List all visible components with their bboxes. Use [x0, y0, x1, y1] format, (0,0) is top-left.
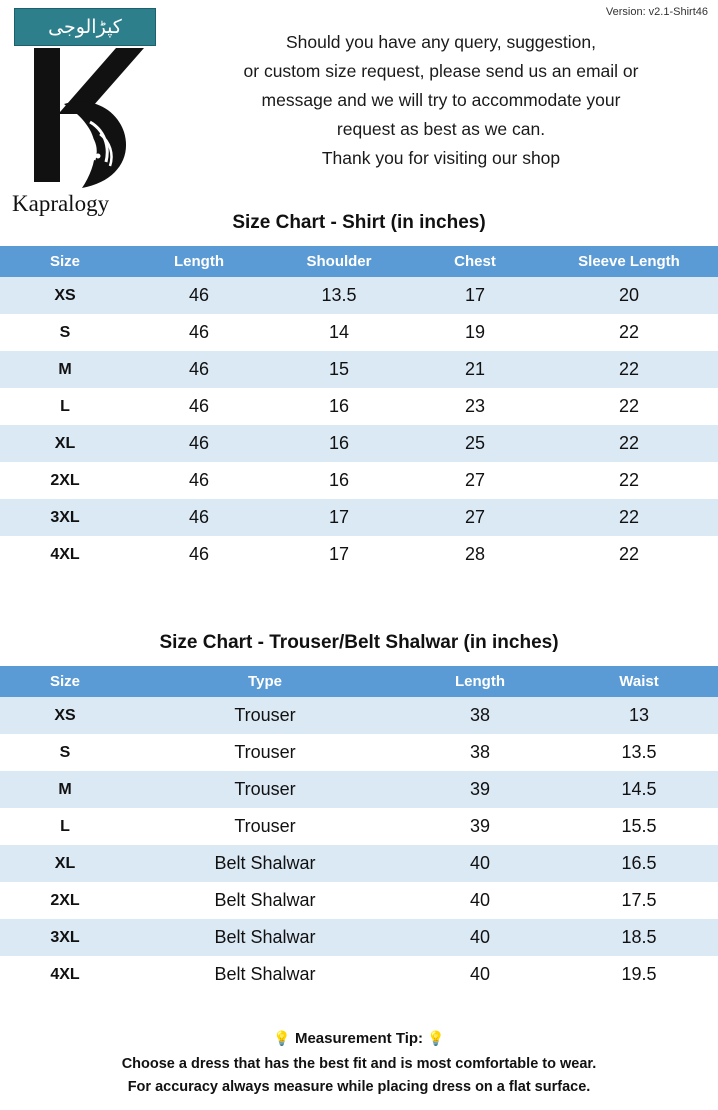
cell-waist: 14.5: [560, 771, 718, 808]
cell-length: 46: [130, 425, 268, 462]
tip-heading-row: [0, 1030, 718, 1047]
cell-shoulder: 15: [268, 351, 410, 388]
cell-shoulder: 17: [268, 499, 410, 536]
cell-sleeve: 22: [540, 351, 718, 388]
lightbulb-icon: 💡: [427, 1030, 445, 1046]
table-row: [0, 499, 718, 536]
cell-sleeve: 22: [540, 388, 718, 425]
table-row: [0, 734, 718, 771]
cell-length: 39: [400, 771, 560, 808]
column-header: Size: [0, 246, 130, 277]
cell-shoulder: 16: [268, 388, 410, 425]
cell-chest: 23: [410, 388, 540, 425]
table-header-row: [0, 666, 718, 697]
table-row: [0, 277, 718, 314]
cell-sleeve: 22: [540, 462, 718, 499]
intro-line-3: message and we will try to accommodate your: [261, 90, 621, 110]
brand-urdu-badge: [14, 8, 156, 46]
table-row: [0, 697, 718, 734]
column-header: Length: [130, 246, 268, 277]
cell-size: M: [0, 771, 130, 808]
tip-line-1: Choose a dress that has the best fit and is most comfortable to wear.: [121, 1056, 597, 1072]
cell-length: 46: [130, 536, 268, 573]
table-row: [0, 351, 718, 388]
cell-type: Trouser: [130, 808, 400, 845]
column-header: Waist: [560, 666, 718, 697]
cell-size: 2XL: [0, 882, 130, 919]
cell-sleeve: 22: [540, 425, 718, 462]
stylized-k-logo-icon: [20, 42, 170, 192]
cell-length: 46: [130, 462, 268, 499]
cell-type: Trouser: [130, 697, 400, 734]
cell-size: S: [0, 314, 130, 351]
cell-size: XS: [0, 697, 130, 734]
cell-type: Trouser: [130, 734, 400, 771]
cell-size: 3XL: [0, 919, 130, 956]
cell-waist: 16.5: [560, 845, 718, 882]
cell-shoulder: 16: [268, 425, 410, 462]
cell-type: Trouser: [130, 771, 400, 808]
table-row: [0, 919, 718, 956]
cell-waist: 19.5: [560, 956, 718, 993]
cell-length: 38: [400, 697, 560, 734]
cell-size: L: [0, 808, 130, 845]
cell-chest: 17: [410, 277, 540, 314]
cell-type: Belt Shalwar: [130, 882, 400, 919]
tip-heading: Measurement Tip:: [294, 1030, 424, 1047]
cell-length: 40: [400, 845, 560, 882]
column-header: Shoulder: [268, 246, 410, 277]
cell-length: 38: [400, 734, 560, 771]
table-row: [0, 845, 718, 882]
intro-line-2: or custom size request, please send us an email or: [243, 61, 639, 81]
tip-line-2: For accuracy always measure while placing dress on a flat surface.: [127, 1079, 591, 1095]
cell-waist: 15.5: [560, 808, 718, 845]
table-row: [0, 771, 718, 808]
cell-size: 2XL: [0, 462, 130, 499]
cell-shoulder: 13.5: [268, 277, 410, 314]
cell-length: 46: [130, 388, 268, 425]
cell-size: 3XL: [0, 499, 130, 536]
cell-length: 40: [400, 919, 560, 956]
table-row: [0, 536, 718, 573]
table-row: [0, 882, 718, 919]
footer-tip: [0, 1030, 718, 1099]
cell-length: 40: [400, 882, 560, 919]
lightbulb-icon: 💡: [273, 1030, 291, 1046]
cell-size: L: [0, 388, 130, 425]
cell-length: 40: [400, 956, 560, 993]
cell-size: 4XL: [0, 956, 130, 993]
table-row: [0, 462, 718, 499]
intro-line-5: Thank you for visiting our shop: [321, 148, 561, 168]
trouser-chart-title: Size Chart - Trouser/Belt Shalwar (in inches): [159, 632, 559, 653]
shirt-chart-title: Size Chart - Shirt (in inches): [232, 212, 486, 233]
cell-waist: 13.5: [560, 734, 718, 771]
cell-type: Belt Shalwar: [130, 919, 400, 956]
shirt-size-table: [0, 246, 718, 573]
column-header: Sleeve Length: [540, 246, 718, 277]
cell-length: 46: [130, 351, 268, 388]
cell-sleeve: 22: [540, 536, 718, 573]
table-row: [0, 425, 718, 462]
cell-length: 46: [130, 277, 268, 314]
cell-waist: 17.5: [560, 882, 718, 919]
table-header-row: [0, 246, 718, 277]
cell-length: 39: [400, 808, 560, 845]
intro-line-4: request as best as we can.: [336, 119, 546, 139]
cell-size: XL: [0, 845, 130, 882]
table-row: [0, 388, 718, 425]
trouser-size-table: [0, 666, 718, 993]
cell-size: S: [0, 734, 130, 771]
cell-sleeve: 22: [540, 499, 718, 536]
brand-logo: [6, 6, 186, 226]
table-row: [0, 956, 718, 993]
cell-shoulder: 16: [268, 462, 410, 499]
cell-size: 4XL: [0, 536, 130, 573]
cell-shoulder: 14: [268, 314, 410, 351]
cell-waist: 18.5: [560, 919, 718, 956]
column-header: Length: [400, 666, 560, 697]
brand-name: Kapralogy: [12, 191, 110, 216]
cell-chest: 28: [410, 536, 540, 573]
cell-size: XS: [0, 277, 130, 314]
cell-type: Belt Shalwar: [130, 956, 400, 993]
cell-chest: 21: [410, 351, 540, 388]
cell-chest: 27: [410, 499, 540, 536]
column-header: Size: [0, 666, 130, 697]
cell-chest: 19: [410, 314, 540, 351]
cell-shoulder: 17: [268, 536, 410, 573]
column-header: Chest: [410, 246, 540, 277]
cell-length: 46: [130, 314, 268, 351]
cell-type: Belt Shalwar: [130, 845, 400, 882]
brand-urdu-name: کپڑالوجی: [48, 16, 122, 38]
column-header: Type: [130, 666, 400, 697]
cell-sleeve: 22: [540, 314, 718, 351]
table-row: [0, 808, 718, 845]
intro-line-1: Should you have any query, suggestion,: [285, 32, 597, 52]
cell-waist: 13: [560, 697, 718, 734]
cell-size: M: [0, 351, 130, 388]
version-label: Version: v2.1-Shirt46: [605, 6, 708, 18]
intro-message: [176, 28, 706, 173]
cell-length: 46: [130, 499, 268, 536]
cell-chest: 27: [410, 462, 540, 499]
cell-size: XL: [0, 425, 130, 462]
cell-sleeve: 20: [540, 277, 718, 314]
table-row: [0, 314, 718, 351]
cell-chest: 25: [410, 425, 540, 462]
